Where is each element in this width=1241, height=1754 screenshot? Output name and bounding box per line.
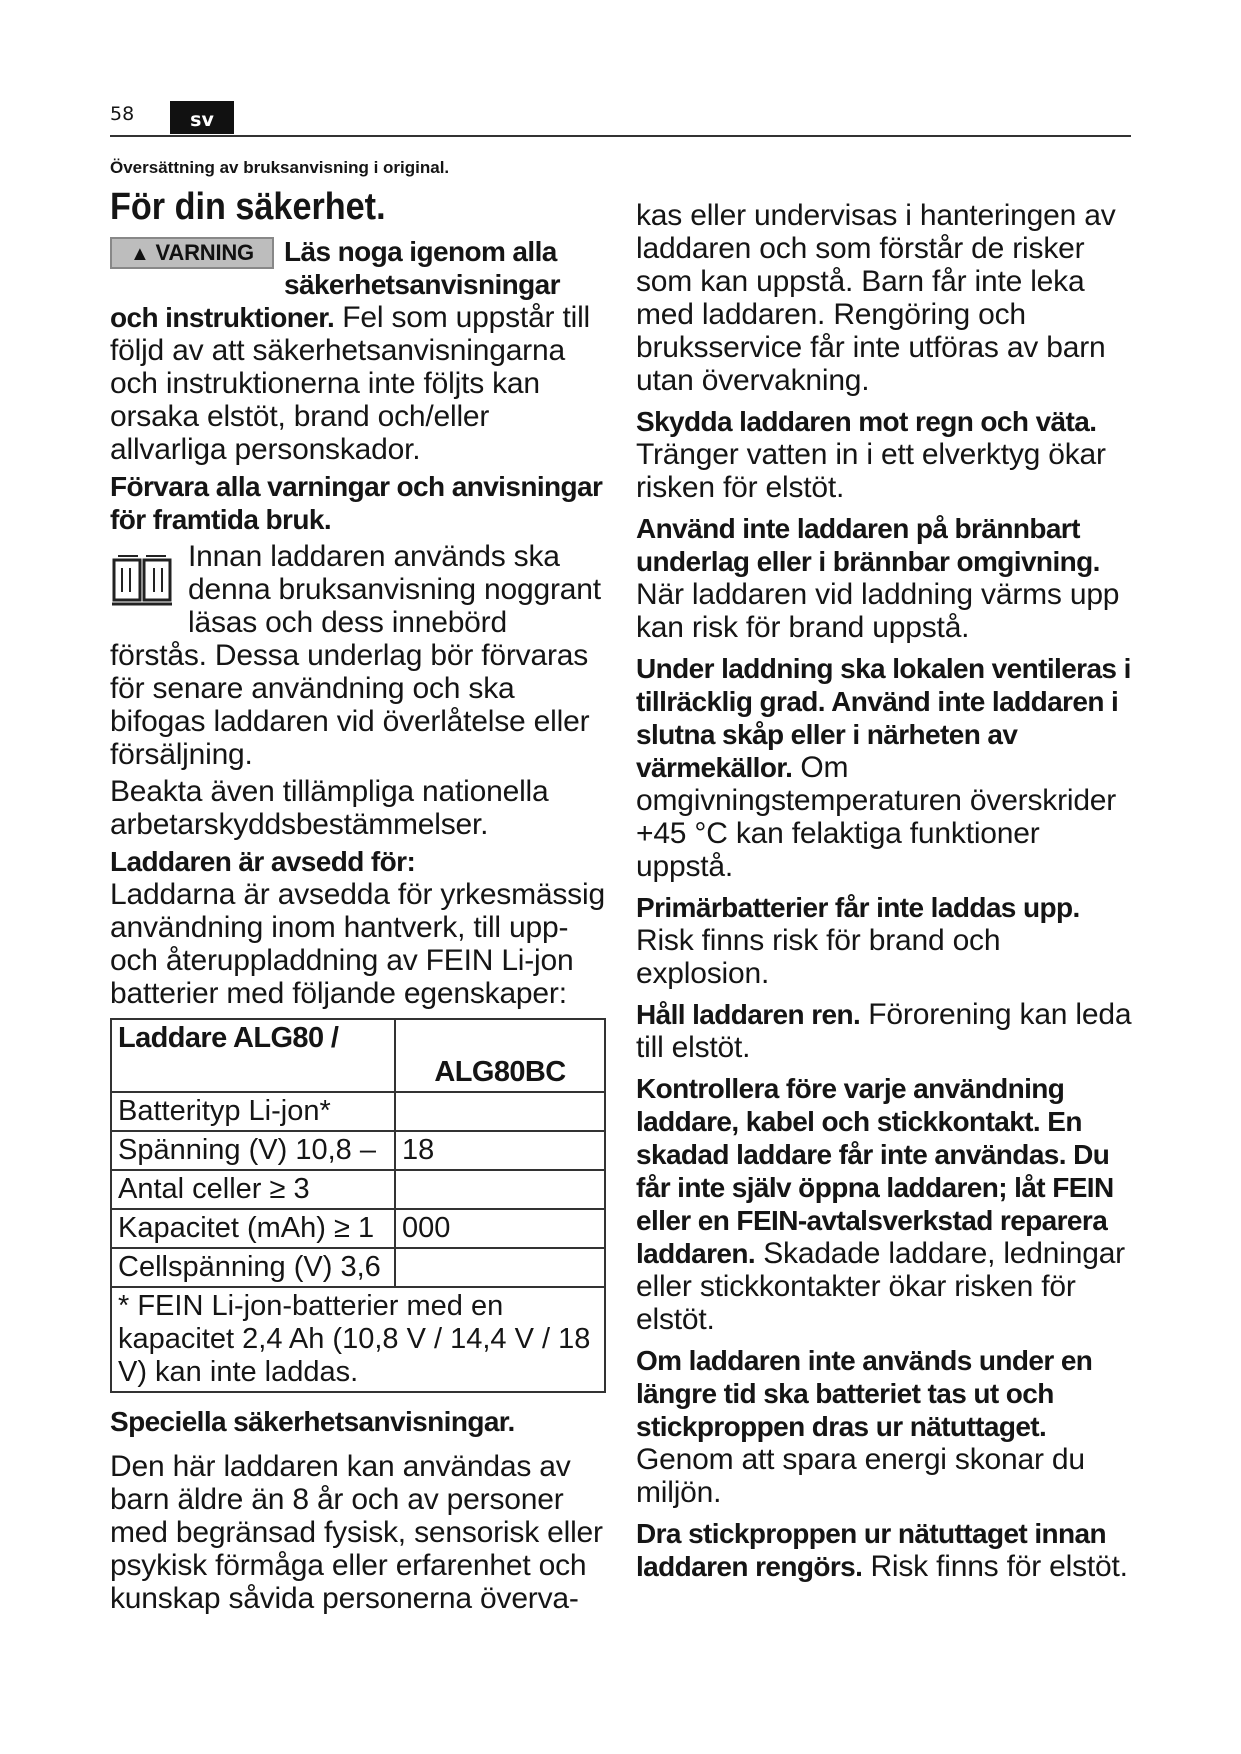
spec-table — [110, 1018, 606, 1393]
unused-text: Genom att spara energi skonar du miljön. — [636, 1443, 1085, 1509]
table-row — [111, 1287, 605, 1392]
language-badge: sv — [170, 101, 234, 134]
table-cell-label: Batterityp Li-jon* — [111, 1092, 395, 1131]
warning-triangle-icon: ▲ — [130, 243, 150, 265]
manual-block — [110, 540, 606, 771]
warning-text: Fel som uppstår till följd av att säkerhetsanvisningarna och instruktionerna inte följts kan orsaka elstöt, brand och/eller allvarliga personskador. — [110, 301, 591, 466]
special-heading: Speciella säkerhetsanvisningar. — [110, 1406, 515, 1437]
clean-text: Förorening kan leda till elstöt. — [636, 998, 1132, 1064]
special-text: Den här laddaren kan användas av barn äldre än 8 år och av personer med begränsad fysisk, sensorisk eller psykisk förmåga eller erfarenhet och kunskap såvida personerna överva- — [110, 1450, 603, 1615]
continued-text: kas eller undervisas i hanteringen av laddaren och som förstår de risker som kan uppstå. Barn får inte leka med laddaren. Rengöring och bruksservice får inte utföras av barn utan övervakning. — [636, 199, 1116, 397]
left-column — [110, 185, 606, 1615]
table-row — [111, 1019, 605, 1092]
table-header-left: Laddare ALG80 / — [111, 1019, 395, 1092]
table-row — [111, 1131, 605, 1170]
table-cell-label: Antal celler ≥ 3 — [111, 1170, 395, 1209]
unplug-text: Risk finns för elstöt. — [862, 1550, 1128, 1583]
table-footnote: * FEIN Li-jon-batterier med en kapacitet 2,4 Ah (10,8 V / 14,4 V / 18 V) kan inte laddas. — [111, 1287, 605, 1392]
flammable-text: När laddaren vid laddning värms upp kan risk för brand uppstå. — [636, 578, 1120, 644]
unplug-block — [636, 1517, 1141, 1583]
warning-bold: Läs noga igenom alla säkerhetsanvisningar och instruktioner. — [110, 236, 560, 333]
check-text: Skadade laddare, ledningar eller stickkontakter ökar risken för elstöt. — [636, 1237, 1125, 1336]
table-cell-value — [395, 1170, 605, 1209]
flammable-heading: Använd inte laddaren på brännbart underlag eller i brännbar omgivning. — [636, 513, 1100, 577]
table-cell-label: Cellspänning (V) 3,6 — [111, 1248, 395, 1287]
book-icon — [110, 546, 174, 610]
ventilate-block — [636, 652, 1141, 883]
rain-text: Tränger vatten in i ett elverktyg ökar risken för elstöt. — [636, 438, 1106, 504]
clean-block — [636, 998, 1141, 1064]
warning-label: VARNING — [155, 240, 254, 265]
warning-block — [110, 235, 606, 466]
check-heading: Kontrollera före varje användning laddare, kabel och stickkontakt. En skadad laddare får inte användas. Du får inte själv öppna laddaren; låt FEIN eller en FEIN-avtalsverkstad reparera laddaren. — [636, 1073, 1114, 1269]
primary-heading: Primärbatterier får inte laddas upp. — [636, 892, 1080, 923]
manual-text: Innan laddaren används ska denna bruksanvisning noggrant läsas och dess innebörd förstås. Dessa underlag bör förvaras för senare användning och ska bifogas laddaren vid överlåtelse eller försäljning. — [110, 540, 601, 771]
table-row — [111, 1248, 605, 1287]
intended-text: Laddarna är avsedda för yrkesmässig användning inom hantverk, till upp- och återuppladdning av FEIN Li-jon batterier med följande egenskaper: — [110, 878, 605, 1010]
header-rule — [110, 135, 1131, 137]
translation-note: Översättning av bruksanvisning i original. — [110, 158, 450, 177]
ventilate-text: Om omgivningstemperaturen överskrider +45 °C kan felaktiga funktioner uppstå. — [636, 751, 1117, 883]
primary-text: Risk finns risk för brand och explosion. — [636, 924, 1001, 990]
table-row — [111, 1209, 605, 1248]
intended-heading: Laddaren är avsedd för: — [110, 846, 416, 877]
table-cell-label: Kapacitet (mAh) ≥ 1 — [111, 1209, 395, 1248]
keep-instructions: Förvara alla varningar och anvisningar för framtida bruk. — [110, 471, 603, 535]
page-title: För din säkerhet. — [110, 186, 386, 228]
right-column — [636, 199, 1141, 1587]
table-row — [111, 1170, 605, 1209]
table-cell-value — [395, 1092, 605, 1131]
ventilate-heading: Under laddning ska lokalen ventileras i tillräcklig grad. Använd inte laddaren i slutna skåp eller i närheten av värmekällor. — [636, 653, 1131, 783]
warning-badge — [110, 237, 274, 269]
rain-heading: Skydda laddaren mot regn och väta. — [636, 406, 1097, 437]
table-header-right: ALG80BC — [395, 1019, 605, 1092]
table-cell-label: Spänning (V) 10,8 – — [111, 1131, 395, 1170]
table-cell-value: 000 — [395, 1209, 605, 1248]
national-note: Beakta även tillämpliga nationella arbetarskyddsbestämmelser. — [110, 775, 549, 841]
table-cell-value — [395, 1248, 605, 1287]
table-row — [111, 1092, 605, 1131]
page-number: 58 — [110, 103, 135, 125]
unplug-heading: Dra stickproppen ur nätuttaget innan laddaren rengörs. — [636, 1518, 1106, 1582]
check-block — [636, 1072, 1141, 1336]
unused-heading: Om laddaren inte används under en längre tid ska batteriet tas ut och stickproppen dras ur nätuttaget. — [636, 1345, 1093, 1442]
clean-heading: Håll laddaren ren. — [636, 999, 861, 1030]
table-cell-value: 18 — [395, 1131, 605, 1170]
